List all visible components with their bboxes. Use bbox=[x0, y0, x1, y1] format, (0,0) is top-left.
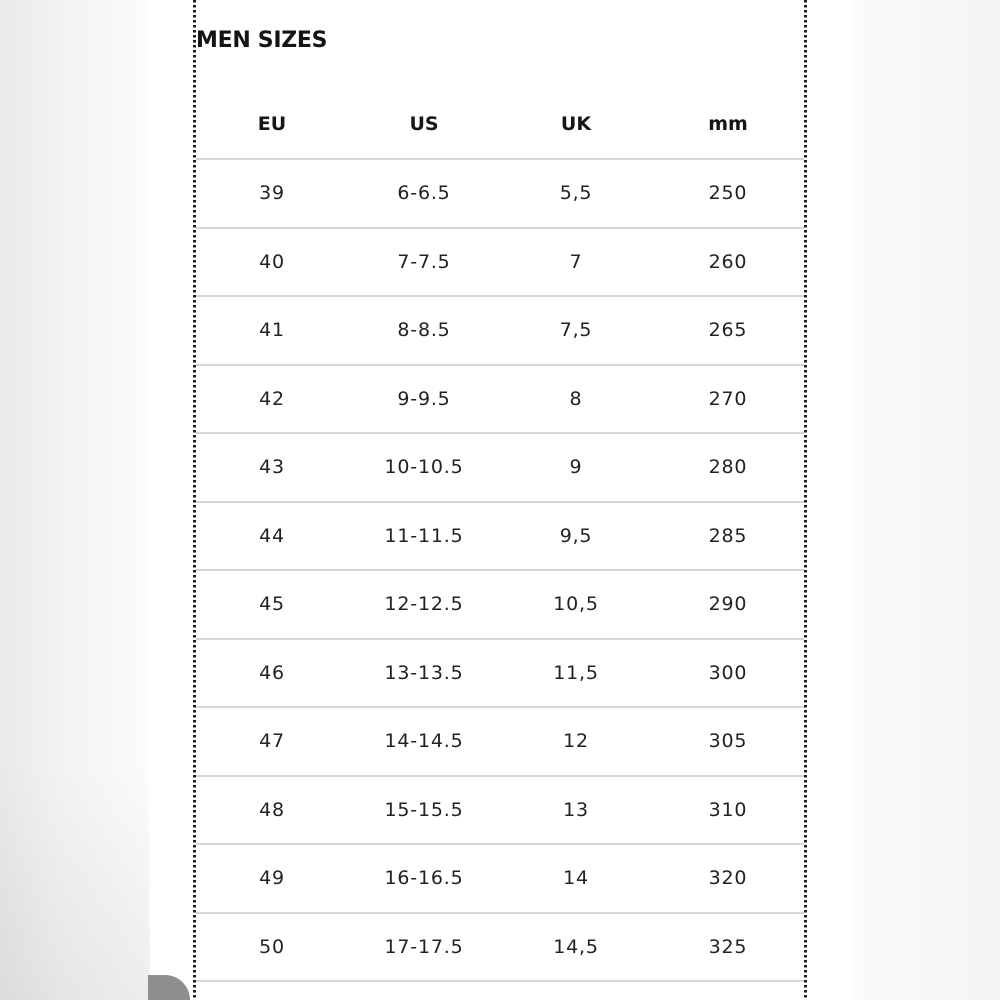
cell-eu: 39 bbox=[196, 159, 348, 228]
cell-mm: 300 bbox=[652, 639, 804, 708]
cell-uk: 14 bbox=[500, 844, 652, 913]
cell-uk: 7,5 bbox=[500, 296, 652, 365]
table-row bbox=[196, 159, 804, 228]
cell-mm: 265 bbox=[652, 296, 804, 365]
cell-mm: 310 bbox=[652, 776, 804, 845]
cell-uk: 14,5 bbox=[500, 913, 652, 982]
cell-eu: 48 bbox=[196, 776, 348, 845]
cell-us: 15-15.5 bbox=[348, 776, 500, 845]
cell-eu: 45 bbox=[196, 570, 348, 639]
cell-eu: 43 bbox=[196, 433, 348, 502]
table-row bbox=[196, 365, 804, 434]
table-row bbox=[196, 639, 804, 708]
cell-us: 17-17.5 bbox=[348, 913, 500, 982]
cell-eu: 49 bbox=[196, 844, 348, 913]
cell-mm: 325 bbox=[652, 913, 804, 982]
page-title: MEN SIZES bbox=[196, 28, 328, 53]
cell-mm: 250 bbox=[652, 159, 804, 228]
cell-mm: 290 bbox=[652, 570, 804, 639]
cell-uk: 11,5 bbox=[500, 639, 652, 708]
table-row bbox=[196, 296, 804, 365]
cell-mm: 260 bbox=[652, 228, 804, 297]
cell-us: 12-12.5 bbox=[348, 570, 500, 639]
table-row bbox=[196, 570, 804, 639]
table-row bbox=[196, 228, 804, 297]
cell-eu: 44 bbox=[196, 502, 348, 571]
dotted-border-right bbox=[804, 0, 807, 1000]
table-row bbox=[196, 502, 804, 571]
cell-us: 6-6.5 bbox=[348, 159, 500, 228]
column-header-mm: mm bbox=[652, 90, 804, 159]
cell-eu: 41 bbox=[196, 296, 348, 365]
cell-uk: 5,5 bbox=[500, 159, 652, 228]
column-header-eu: EU bbox=[196, 90, 348, 159]
cell-uk: 8 bbox=[500, 365, 652, 434]
table-row bbox=[196, 776, 804, 845]
cell-uk: 9 bbox=[500, 433, 652, 502]
cell-us: 10-10.5 bbox=[348, 433, 500, 502]
cell-mm: 320 bbox=[652, 844, 804, 913]
cell-mm: 285 bbox=[652, 502, 804, 571]
cell-eu: 50 bbox=[196, 913, 348, 982]
cell-uk: 7 bbox=[500, 228, 652, 297]
cell-us: 9-9.5 bbox=[348, 365, 500, 434]
background-shadow bbox=[0, 760, 150, 1000]
cell-mm: 305 bbox=[652, 707, 804, 776]
table-row bbox=[196, 707, 804, 776]
cell-us: 13-13.5 bbox=[348, 639, 500, 708]
cell-eu: 42 bbox=[196, 365, 348, 434]
table-header-row bbox=[196, 90, 804, 159]
size-table bbox=[196, 90, 804, 982]
cell-uk: 12 bbox=[500, 707, 652, 776]
cell-uk: 10,5 bbox=[500, 570, 652, 639]
cell-us: 16-16.5 bbox=[348, 844, 500, 913]
cell-uk: 13 bbox=[500, 776, 652, 845]
cell-eu: 46 bbox=[196, 639, 348, 708]
cell-eu: 40 bbox=[196, 228, 348, 297]
cell-eu: 47 bbox=[196, 707, 348, 776]
table-row bbox=[196, 913, 804, 982]
column-header-us: US bbox=[348, 90, 500, 159]
cell-us: 11-11.5 bbox=[348, 502, 500, 571]
cell-us: 7-7.5 bbox=[348, 228, 500, 297]
cell-us: 8-8.5 bbox=[348, 296, 500, 365]
table-row bbox=[196, 844, 804, 913]
column-header-uk: UK bbox=[500, 90, 652, 159]
cell-mm: 270 bbox=[652, 365, 804, 434]
table-row bbox=[196, 433, 804, 502]
cell-mm: 280 bbox=[652, 433, 804, 502]
cell-us: 14-14.5 bbox=[348, 707, 500, 776]
cell-uk: 9,5 bbox=[500, 502, 652, 571]
